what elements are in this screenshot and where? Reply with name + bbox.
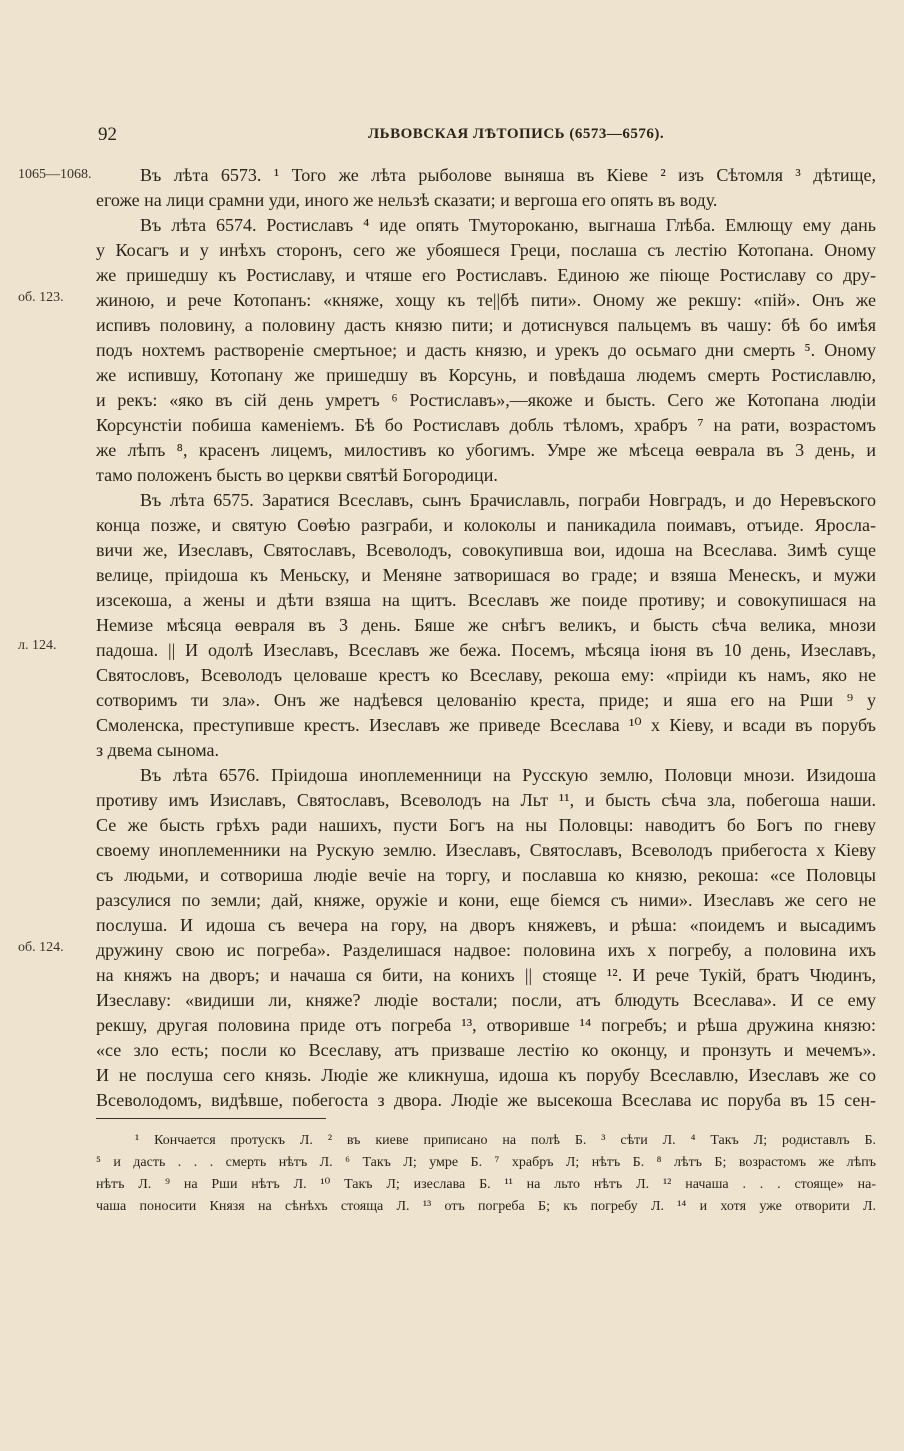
text-line: послуша. И идоша съ вечера на гору, на дворъ княжевъ, и рѣша: «поидемъ и высадимъ	[96, 915, 876, 935]
margin-note-folio: об. 124.	[18, 940, 64, 955]
text-line: Немизе мѣсяца ѳевраля въ 3 день. Бяше же снѣгъ великъ, и бысть сѣча велика, мнози	[96, 615, 876, 635]
text-line: Се же бысть грѣхъ ради нашихъ, пусти Богъ на ны Половцы: наводитъ бо Богъ по гневу	[96, 815, 876, 835]
text-line: дружину свою ис погреба». Разделишася надвое: половина ихъ х погребу, а половина ихъ	[96, 940, 876, 960]
text-line: съ людьми, и сотвориша людіе вечіе на торгу, и пославша ко князю, рекоша: «се Половцы	[96, 865, 876, 885]
text-line: з двема сынома.	[96, 740, 220, 760]
footnote-separator	[96, 1118, 326, 1119]
text-line: жиною, и рече Котопанъ: «княже, хощу къ те||бѣ пити». Оному же рекшу: «пій». Онъ же	[96, 290, 876, 310]
text-line: Смоленска, преступивше крестъ. Изеславъ же приведе Всеслава ¹⁰ х Кіеву, и всади въ порубъ	[96, 715, 876, 735]
text-line: падоша. || И одолѣ Изеславъ, Всеславъ же бежа. Посемъ, мѣсяца іюня въ 10 день, Изеславъ,	[96, 640, 876, 660]
text-line: Всеволодомъ, видѣвше, побегоста з двора. Людіе же высекоша Всеслава ис поруба въ 15 сен-	[96, 1090, 876, 1110]
text-line: на княжъ на дворъ; и начаша ся бити, на конихъ || стояще ¹². И рече Тукій, братъ Чюдинъ,	[96, 965, 876, 985]
margin-note-years: 1065—1068.	[18, 167, 92, 182]
text-line: вичи же, Изеславъ, Святославъ, Всеволодъ, совокупивша вои, идоша на Всеслава. Зимѣ суще	[96, 540, 876, 560]
text-line: же лѣпъ ⁸, красенъ лицемъ, милостивъ ко убогимъ. Умре же мѣсеца ѳеврала въ 3 день, и	[96, 440, 876, 460]
text-line: Въ лѣта 6574. Ростиславъ ⁴ иде опять Тмутороканю, выгнаша Глѣба. Емлющу ему дань	[140, 215, 876, 235]
text-line: Изеславу: «видиши ли, княже? людіе востали; посли, атъ блюдуть Всеслава». И се ему	[96, 990, 876, 1010]
footnote-line: ⁵ и дасть . . . смерть нѣтъ Л. ⁶ Такъ Л; умре Б. ⁷ храбръ Л; нѣтъ Б. ⁸ лѣтъ Б; возрастомъ же лѣпъ	[96, 1155, 876, 1170]
text-line: испивъ половину, а половину дасть князю пити; и дотиснувся пальцемъ въ чашу: бѣ бо имѣя	[96, 315, 876, 335]
page-number: 92	[98, 124, 117, 145]
text-line: изсекоша, а жены и дѣти взяша на щитъ. Всеславъ же поиде противу; и совокупишася на	[96, 590, 876, 610]
footnote-line: ¹ Кончается протускъ Л. ² въ киеве приписано на полѣ Б. ³ сѣти Л. ⁴ Такъ Л; родиставлъ Б.	[135, 1133, 876, 1148]
text-line: тамо положенъ бысть во церкви святѣй Богородици.	[96, 465, 498, 485]
text-line: противу имъ Изиславъ, Святославъ, Всеволодъ на Льт ¹¹, и бысть сѣча зла, побегоша наши.	[96, 790, 876, 810]
text-line: Въ лѣта 6576. Пріидоша иноплеменници на Русскую землю, Половци мнози. Изидоша	[140, 765, 876, 785]
running-title: ЛЬВОВСКАЯ ЛѢТОПИСЬ (6573—6576).	[368, 126, 665, 142]
text-line: конца позже, и святую Соѳѣю разграби, и колоколы и паникадила поимавъ, отъиде. Яросла-	[96, 515, 876, 535]
footnote-line: чаша поносити Князя на сѣнѣхъ стояща Л. ¹³ отъ погреба Б; къ погребу Л. ¹⁴ и хотя уже отворити Л.	[96, 1199, 876, 1214]
margin-note-folio: л. 124.	[18, 638, 57, 653]
text-line: Корсунстіи побиша каменіемъ. Бѣ бо Ростиславъ добль тѣломъ, храбръ ⁷ на рати, возрастомъ	[96, 415, 876, 435]
margin-note-folio: об. 123.	[18, 290, 64, 305]
text-line: Въ лѣта 6575. Заратися Всеславъ, сынъ Брачиславль, пограби Новградъ, и до Неревъского	[140, 490, 876, 510]
text-line: егоже на лици срамни уди, иного же нельзѣ сказати; и вергоша его опять въ воду.	[96, 190, 718, 210]
footnote-line: нѣтъ Л. ⁹ на Рши нѣтъ Л. ¹⁰ Такъ Л; изеслава Б. ¹¹ на льто нѣтъ Л. ¹² начаша . . . стояще» на-	[96, 1177, 876, 1192]
text-line: подъ нохтемъ раствореніе смертьное; и дасть князю, и урекъ до осьмаго дни смерть ⁵. Оному	[96, 340, 876, 360]
text-line: «се зло есть; посли ко Всеславу, атъ призваше лестію ко оконцу, и пронзуть и мечемъ».	[96, 1040, 876, 1060]
text-line: разсулися по земли; дай, княже, оружіе и кони, еще біемся съ ними». Изеславъ же сего не	[96, 890, 876, 910]
text-line: Святословъ, Всеволодъ целоваше крестъ ко Всеславу, рекоша ему: «пріиди къ намъ, яко не	[96, 665, 876, 685]
text-line: своему иноплеменники на Рускую землю. Изеславъ, Святославъ, Всеволодъ прибегоста х Кіеву	[96, 840, 876, 860]
text-line: же пришедшу къ Ростиславу, и чтяше его Ростиславъ. Единою же піюще Ростиславу со дру-	[96, 265, 876, 285]
text-line: и рекъ: «яко въ сій день умретъ ⁶ Ростиславъ»,—якоже и бысть. Сего же Котопана людіи	[96, 390, 876, 410]
text-line: рекшу, другая половина приде отъ погреба ¹³, отворивше ¹⁴ погребъ; и рѣша дружина князю:	[96, 1015, 876, 1035]
text-line: Въ лѣта 6573. ¹ Того же лѣта рыболове выняша въ Кіеве ² изъ Сѣтомля ³ дѣтище,	[140, 165, 876, 185]
text-line: же испившу, Котопану же пришедшу въ Корсунь, и повѣдаша людемъ смерть Ростиславлю,	[96, 365, 876, 385]
text-line: И не послуша сего князь. Людіе же кликнуша, идоша къ порубу Всеславлю, Изеславъ же со	[96, 1065, 876, 1085]
text-line: у Косагъ и у инѣхъ сторонъ, сего же убояшеся Греци, послаша съ лестію Котопана. Оному	[96, 240, 876, 260]
text-line: сотворимъ ти зла». Онъ же надѣевся целованію креста, приде; и яша его на Рши ⁹ у	[96, 690, 876, 710]
page-header	[0, 124, 904, 148]
text-line: велице, пріидоша къ Меньску, и Меняне затворишася во граде; и взяша Менескъ, и мужи	[96, 565, 876, 585]
